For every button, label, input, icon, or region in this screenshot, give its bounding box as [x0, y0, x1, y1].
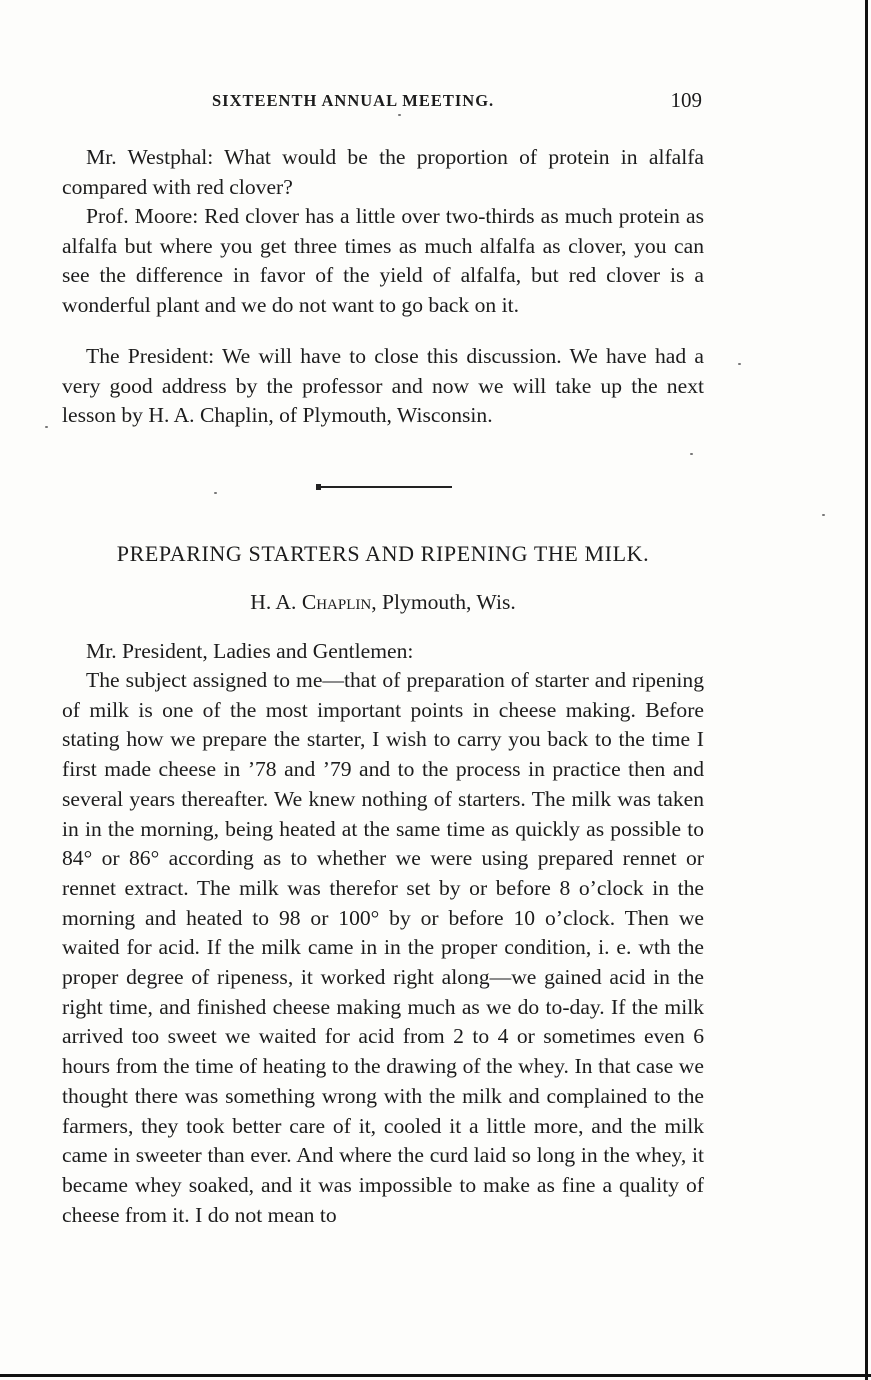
- salutation: Mr. President, Ladies and Gentlemen:: [86, 639, 414, 663]
- body-paragraph: The subject assigned to me—that of preparation of starter and ripening of milk is one of the most important points in cheese making. Before stating how we prepare the starter, I wish to carry you back to the time I first made cheese in ’78 and ’79 and to the process in practice then and several years thereafter. We knew nothing of starters. The milk was taken in in the morning, being heated at the same time as quickly as possible to 84° or 86° according as to whether we were using prepared rennet or rennet extract. The milk was therefor set by or before 8 o’clock in the morning and heated to 98 or 100° by or before 10 o’clock. Then we waited for acid. If the milk came in in the proper condition, i. e. wth the proper degree of ripeness, it worked right along—we gained acid in the right time, and finished cheese making much as we do to-day. If the milk arrived too sweet we waited for acid from 2 to 4 or sometimes even 6 hours from the time of heating to the drawing of the whey. In that case we thought there was something wrong with the milk and complained to the farmers, they took better care of it, cooled it a little more, and the milk came in sweeter than ever. And where the curd laid so long in the whey, it became whey soaked, and it was impossible to make as fine a quality of cheese from it. I do not mean to: [62, 668, 704, 1227]
- author-byline: [62, 590, 704, 615]
- scan-border-bottom: [0, 1374, 871, 1377]
- paragraph-president-remarks: The President: We will have to close this discussion. We have had a very good address by the professor and now we will take up the next lesson by H. A. Chaplin, of Plymouth, Wisconsin.: [62, 344, 704, 428]
- author-name: H. A. Chaplin,: [250, 590, 377, 614]
- print-speck: [398, 114, 401, 116]
- scan-border-right: [865, 0, 868, 1380]
- print-speck: [690, 453, 693, 455]
- print-speck: [822, 514, 825, 516]
- print-speck: [214, 492, 217, 494]
- print-speck: [45, 426, 48, 428]
- section-divider: [318, 486, 452, 488]
- paragraph-westphal-question: Mr. Westphal: What would be the proportion of protein in alfalfa compared with red clover?: [62, 145, 704, 199]
- running-head-title: SIXTEENTH ANNUAL MEETING.: [212, 91, 495, 110]
- section-title: PREPARING STARTERS AND RIPENING THE MILK.: [116, 541, 650, 566]
- running-head: [62, 88, 704, 116]
- paragraph-moore-answer: Prof. Moore: Red clover has a little over two-thirds as much protein as alfalfa but where you get three times as much alfalfa as clover, you can see the difference in favor of the yield of alfalfa, but red clover is a wonderful plant and we do not want to go back on it.: [62, 204, 704, 318]
- print-speck: [738, 363, 741, 365]
- page-number: 109: [670, 88, 702, 112]
- author-place: Plymouth, Wis.: [382, 590, 516, 614]
